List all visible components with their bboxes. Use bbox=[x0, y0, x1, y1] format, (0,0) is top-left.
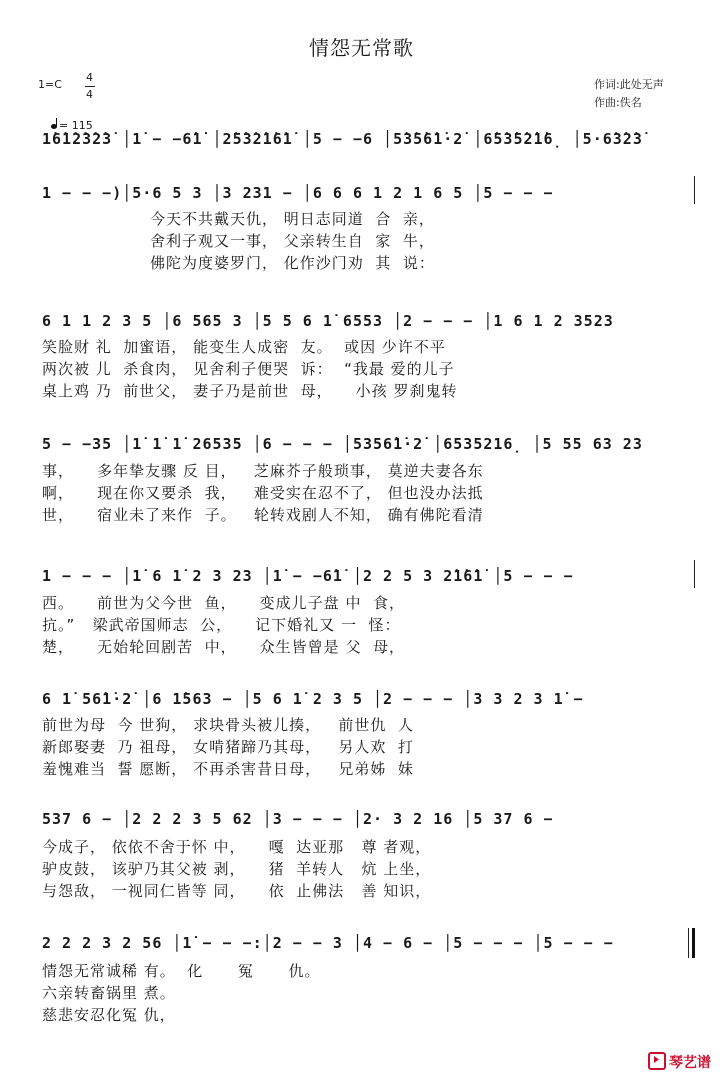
time-signature-rule bbox=[85, 86, 95, 87]
lyric-line-2-verse-2: 舍利子观又一事， 父亲转生自 家 牛， bbox=[150, 232, 435, 250]
composer-credit: 作曲:佚名 bbox=[594, 96, 642, 109]
lyric-line-2-verse-3: 佛陀为度婆罗门， 化作沙门劝 其 说： bbox=[150, 254, 435, 272]
notation-line-7: 537 6 − │2 2 2 3 5 62 │3 − − − │2· 3 2 16 │5 37 6 − bbox=[42, 810, 554, 828]
lyric-line-7-verse-2: 驴皮鼓， 该驴乃其父被 剥， 猪 羊转人 炕 上坐， bbox=[42, 860, 432, 878]
watermark-logo-icon bbox=[648, 1052, 666, 1070]
notation-line-5: 1 − − − │1̇ 6 1̇ 2 3 23 │1̇ − −6̇1̇ │2 2 5 3 2̇1̇6̇1̇ │5 − − − bbox=[42, 567, 574, 585]
line-end-barline bbox=[694, 560, 695, 588]
time-signature-top: 4 bbox=[86, 71, 93, 84]
notation-line-3: 6 1 1 2 3 5 │6 565 3 │5 5 6 1̇ 6553 │2 − − − │1 6 1 2 3523 bbox=[42, 312, 614, 330]
notation-line-8: 2 2 2 3 2 56 │1̇ − − −:│2 − − 3 │4 − 6 − │5 − − − │5 − − − bbox=[42, 934, 614, 952]
lyric-line-3-verse-2: 两次被 儿 杀食肉， 见舍利子便哭 诉： “我最 爱的儿子 bbox=[42, 360, 455, 378]
lyricist-credit: 作词:此处无声 bbox=[594, 78, 664, 91]
watermark-logo bbox=[638, 1036, 711, 1072]
lyric-line-3-verse-1: 笑脸财 礼 加蜜语， 能变生人成密 友。 或因 少许不平 bbox=[42, 338, 446, 356]
lyric-line-5-verse-1: 西。 前世为父今世 鱼， 变成儿子盘 中 食， bbox=[42, 594, 405, 612]
notation-line-2: 1 − − −)│5·6 5 3 │3 231 − │6 6 6 1 2 1 6 5 │5 − − − bbox=[42, 184, 554, 202]
lyric-line-5-verse-3: 楚， 无始轮回剧苦 中， 众生皆曾是 父 母， bbox=[42, 638, 405, 656]
final-barline-thick bbox=[692, 928, 695, 958]
lyric-line-7-verse-3: 与怨敌， 一视同仁皆等 同， 依 止佛法 善 知识， bbox=[42, 882, 432, 900]
lyric-line-8-verse-2: 六亲转畜锅里 煮。 bbox=[42, 984, 176, 1002]
lyric-line-6-verse-2: 新郎娶妻 乃 祖母， 女啃猪蹄乃其母， 另人欢 打 bbox=[42, 738, 414, 756]
lyric-line-5-verse-2: 抗。” 梁武帝国师志 公， 记下婚礼又 一 怪： bbox=[42, 616, 401, 634]
notation-line-6: 6 1̇ 56̇1̇·2̇ │6 1̇563 − │5 6 1̇ 2 3 5 │2 − − − │3 3 2 3 1̇ − bbox=[42, 690, 584, 708]
line-end-barline bbox=[694, 176, 695, 204]
key-signature: 1=C bbox=[38, 78, 62, 91]
lyric-line-8-verse-1: 情怨无常诚稀 有。 化 冤 仇。 bbox=[42, 962, 321, 980]
lyric-line-4-verse-1: 事， 多年挚友骤 反 目， 芝麻芥子般琐事， 莫逆夫妻各东 bbox=[42, 462, 484, 480]
lyric-line-8-verse-3: 慈悲安忍化冤 仇， bbox=[42, 1006, 176, 1024]
final-barline-thin bbox=[688, 928, 689, 958]
lyric-line-3-verse-3: 桌上鸡 乃 前世父， 妻子乃是前世 母， 小孩 罗刹鬼转 bbox=[42, 382, 458, 400]
notation-line-4: 5 − −35 │1̇ 1̇ 1̇ 26535 │6 − − − │5356̇1̇·2̇ │6535216̣ │5 55 63 23 bbox=[42, 435, 643, 453]
lyric-line-6-verse-3: 羞愧难当 誓 愿断， 不再杀害昔日母， 兄弟姊 妹 bbox=[42, 760, 414, 778]
lyric-line-6-verse-1: 前世为母 今 世狗， 求块骨头被儿揍， 前世仇 人 bbox=[42, 716, 414, 734]
notation-line-1: 1̇6̇1̇2̇3̇2̇3̇ │1̇ − −6̇1̇ │2̇5̇3̇2̇1̇6̇1̇ │5 − −6 │5̇3̇5̇6̇1̇·2̇ │6̇5̇3̇5̇2̇1̇6̣ │5·6̇3̇2̇3̇ bbox=[42, 130, 643, 148]
lyric-line-4-verse-3: 世， 宿业未了来作 子。 轮转戏剧人不知， 确有佛陀看清 bbox=[42, 506, 484, 524]
lyric-line-4-verse-2: 啊， 现在你又要杀 我， 难受实在忍不了， 但也没办法抵 bbox=[42, 484, 484, 502]
song-title: 情怨无常歌 bbox=[309, 36, 414, 60]
lyric-line-2-verse-1: 今天不共戴天仇， 明日志同道 合 亲， bbox=[150, 210, 435, 228]
watermark-text: 琴艺谱 bbox=[669, 1055, 711, 1071]
time-signature-bottom: 4 bbox=[86, 88, 93, 101]
tempo-mark: = 115 bbox=[59, 119, 93, 132]
lyric-line-7-verse-1: 今成子， 依依不舍于怀 中， 嘎 达亚那 尊 者观， bbox=[42, 838, 432, 856]
quarter-note-icon bbox=[51, 124, 57, 129]
